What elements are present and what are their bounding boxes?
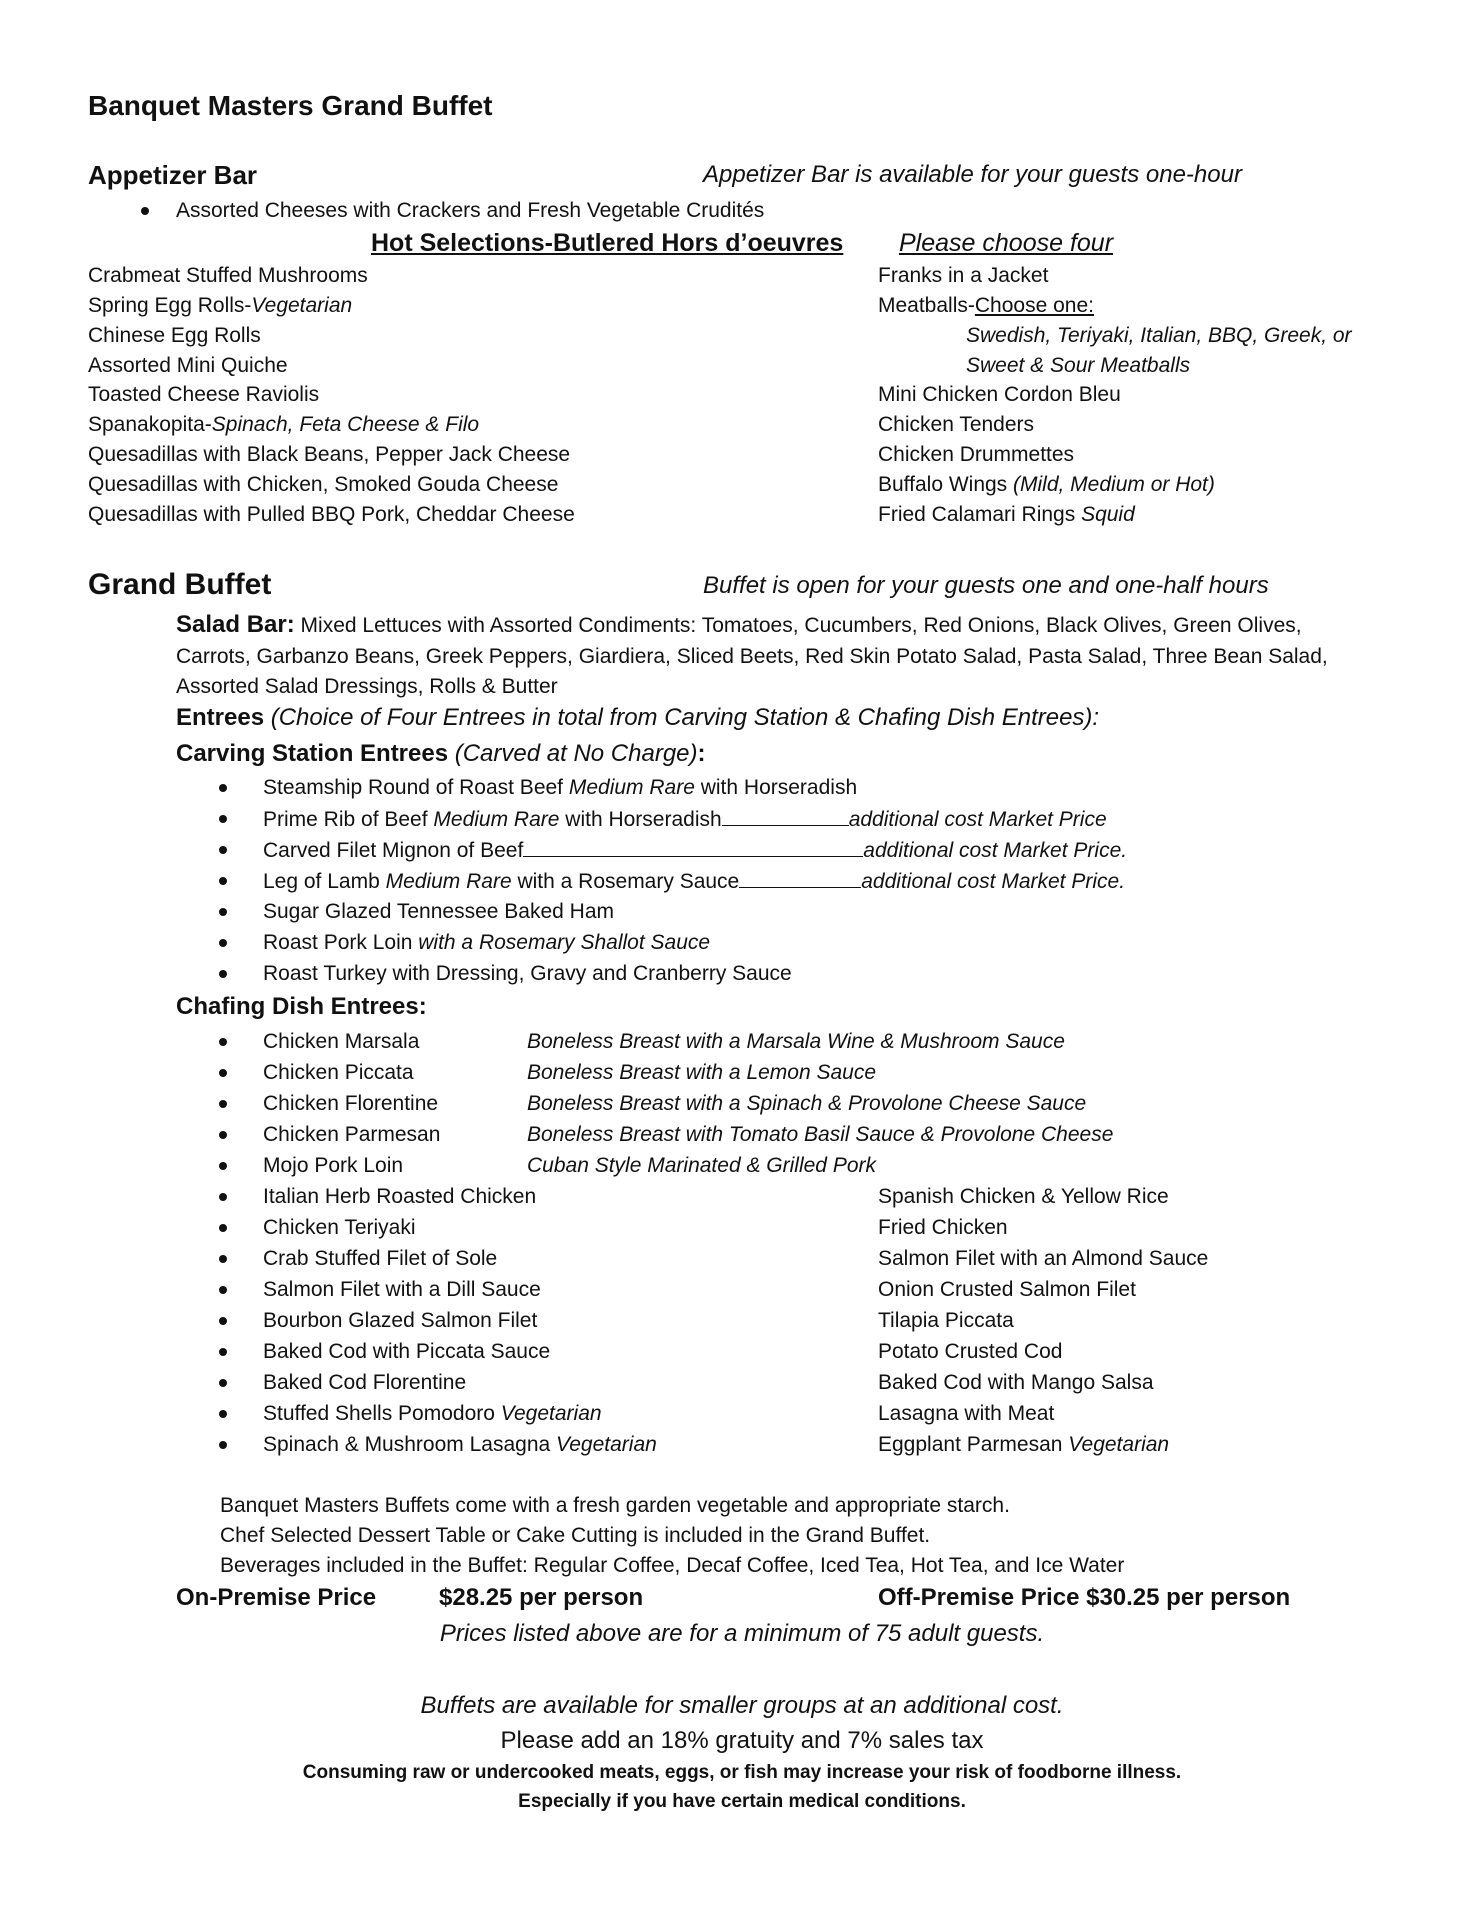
hot-selections-choose: Please choose four — [899, 229, 1114, 257]
chafing-item: Potato Crusted Cod — [878, 1340, 1063, 1363]
chafing-item: Chicken Parmesan — [263, 1123, 441, 1146]
bullet-icon — [219, 1069, 227, 1077]
bullet-icon — [219, 1317, 227, 1325]
appetizer-heading: Appetizer Bar — [88, 160, 258, 190]
bullet-icon — [219, 1255, 227, 1263]
bullet-icon — [219, 908, 227, 916]
bullet-icon — [219, 1131, 227, 1139]
carving-item: Carved Filet Mignon of Beef additional cost Market Price. — [263, 839, 1128, 862]
appetizer-item: Mini Chicken Cordon Bleu — [878, 383, 1121, 406]
bullet-icon — [219, 846, 227, 854]
chafing-item: Baked Cod Florentine — [263, 1371, 467, 1394]
buffet-note: Beverages included in the Buffet: Regular Coffee, Decaf Coffee, Iced Tea, Hot Tea, and Ice Water — [220, 1554, 1125, 1577]
chafing-item: Spanish Chicken & Yellow Rice — [878, 1185, 1169, 1208]
appetizer-item: Assorted Mini Quiche — [88, 354, 288, 377]
chafing-item: Italian Herb Roasted Chicken — [263, 1185, 537, 1208]
appetizer-item: Franks in a Jacket — [878, 264, 1049, 287]
bullet-icon — [219, 815, 227, 823]
salad-bar-line: Carrots, Garbanzo Beans, Greek Peppers, Giardiera, Sliced Beets, Red Skin Potato Salad, Pasta Salad, Three Bean Salad, — [176, 645, 1328, 668]
chafing-item: Bourbon Glazed Salmon Filet — [263, 1309, 538, 1332]
chafing-item: Tilapia Piccata — [878, 1309, 1014, 1332]
health-warning: Consuming raw or undercooked meats, eggs, or fish may increase your risk of foodborne illness. — [302, 1762, 1182, 1783]
chafing-item: Crab Stuffed Filet of Sole — [263, 1247, 498, 1270]
chafing-item: Onion Crusted Salmon Filet — [878, 1278, 1136, 1301]
on-premise-price: $28.25 per person — [439, 1584, 644, 1611]
chafing-item: Eggplant Parmesan Vegetarian — [878, 1433, 1170, 1456]
chafing-item: Chicken Florentine — [263, 1092, 439, 1115]
chafing-item: Spinach & Mushroom Lasagna Vegetarian — [263, 1433, 657, 1456]
bullet-icon — [219, 1441, 227, 1449]
bullet-icon — [219, 1162, 227, 1170]
carving-item: Leg of Lamb Medium Rare with a Rosemary Sauce additional cost Market Price. — [263, 870, 1126, 893]
appetizer-item: Chicken Tenders — [878, 413, 1035, 436]
appetizer-item: Quesadillas with Chicken, Smoked Gouda Cheese — [88, 473, 559, 496]
chafing-heading: Chafing Dish Entrees: — [176, 993, 427, 1020]
chafing-item: Lasagna with Meat — [878, 1402, 1055, 1425]
chafing-item: Mojo Pork Loin — [263, 1154, 404, 1177]
page-title: Banquet Masters Grand Buffet — [88, 90, 493, 121]
salad-bar-line: Salad Bar: Mixed Lettuces with Assorted Condiments: Tomatoes, Cucumbers, Red Onions, Black Olives, Green Olives, — [176, 611, 1302, 638]
chafing-item: Chicken Piccata — [263, 1061, 414, 1084]
entrees-heading: Entrees (Choice of Four Entrees in total from Carving Station & Chafing Dish Entrees): — [176, 704, 1100, 731]
carving-item: Steamship Round of Roast Beef Medium Rare with Horseradish — [263, 776, 858, 799]
bullet-icon — [219, 939, 227, 947]
appetizer-note: Appetizer Bar is available for your guests one-hour — [703, 161, 1242, 188]
chafing-item-desc: Boneless Breast with a Marsala Wine & Mushroom Sauce — [527, 1030, 1065, 1053]
appetizer-item: Chicken Drummettes — [878, 443, 1075, 466]
chafing-item: Baked Cod with Mango Salsa — [878, 1371, 1154, 1394]
minimum-guests-note: Prices listed above are for a minimum of 75 adult guests. — [439, 1620, 1045, 1647]
chafing-item-desc: Boneless Breast with a Lemon Sauce — [527, 1061, 877, 1084]
bullet-icon — [219, 1410, 227, 1418]
carving-item: Sugar Glazed Tennessee Baked Ham — [263, 900, 614, 923]
gratuity-note: Please add an 18% gratuity and 7% sales tax — [500, 1727, 984, 1754]
bullet-icon — [219, 1286, 227, 1294]
bullet-icon — [219, 1038, 227, 1046]
bullet-icon — [219, 784, 227, 792]
chafing-item: Stuffed Shells Pomodoro Vegetarian — [263, 1402, 602, 1425]
appetizer-item: Crabmeat Stuffed Mushrooms — [88, 264, 368, 287]
on-premise-label: On-Premise Price — [176, 1584, 377, 1611]
meatball-options: Swedish, Teriyaki, Italian, BBQ, Greek, or — [966, 324, 1352, 347]
grand-buffet-note: Buffet is open for your guests one and one-half hours — [703, 572, 1269, 599]
chafing-item: Chicken Marsala — [263, 1030, 420, 1053]
chafing-item-desc: Boneless Breast with a Spinach & Provolone Cheese Sauce — [527, 1092, 1087, 1115]
appetizer-item: Fried Calamari Rings Squid — [878, 503, 1135, 526]
bullet-icon — [219, 1379, 227, 1387]
hot-selections-heading: Hot Selections-Butlered Hors d’oeuvres — [371, 229, 844, 257]
appetizer-item: Spanakopita-Spinach, Feta Cheese & Filo — [88, 413, 480, 436]
carving-item: Roast Turkey with Dressing, Gravy and Cranberry Sauce — [263, 962, 792, 985]
bullet-icon — [219, 1100, 227, 1108]
bullet-icon — [219, 970, 227, 978]
chafing-item-desc: Cuban Style Marinated & Grilled Pork — [527, 1154, 876, 1177]
appetizer-item: Spring Egg Rolls-Vegetarian — [88, 294, 353, 317]
bullet-icon — [219, 877, 227, 885]
meatball-options: Sweet & Sour Meatballs — [966, 354, 1191, 377]
appetizer-item: Buffalo Wings (Mild, Medium or Hot) — [878, 473, 1215, 496]
smaller-groups-note: Buffets are available for smaller groups at an additional cost. — [420, 1692, 1064, 1719]
chafing-item-desc: Boneless Breast with Tomato Basil Sauce & Provolone Cheese — [527, 1123, 1114, 1146]
appetizer-item: Quesadillas with Pulled BBQ Pork, Cheddar Cheese — [88, 503, 575, 526]
carving-item: Prime Rib of Beef Medium Rare with Horseradish additional cost Market Price — [263, 808, 1107, 831]
appetizer-item: Quesadillas with Black Beans, Pepper Jack Cheese — [88, 443, 571, 466]
chafing-item: Salmon Filet with an Almond Sauce — [878, 1247, 1209, 1270]
appetizer-item: Toasted Cheese Raviolis — [88, 383, 320, 406]
chafing-item: Baked Cod with Piccata Sauce — [263, 1340, 551, 1363]
bullet-icon — [219, 1193, 227, 1201]
bullet-icon — [141, 207, 149, 215]
grand-buffet-heading: Grand Buffet — [88, 568, 272, 601]
health-warning: Especially if you have certain medical conditions. — [518, 1791, 966, 1812]
buffet-note: Chef Selected Dessert Table or Cake Cutting is included in the Grand Buffet. — [220, 1524, 931, 1547]
bullet-icon — [219, 1224, 227, 1232]
appetizer-item: Chinese Egg Rolls — [88, 324, 261, 347]
buffet-note: Banquet Masters Buffets come with a fresh garden vegetable and appropriate starch. — [220, 1494, 1010, 1517]
chafing-item: Fried Chicken — [878, 1216, 1008, 1239]
chafing-item: Chicken Teriyaki — [263, 1216, 416, 1239]
salad-bar-line: Assorted Salad Dressings, Rolls & Butter — [176, 675, 558, 698]
off-premise-price: Off-Premise Price $30.25 per person — [878, 1584, 1291, 1611]
chafing-item: Salmon Filet with a Dill Sauce — [263, 1278, 541, 1301]
carving-heading: Carving Station Entrees (Carved at No Charge): — [176, 740, 706, 767]
bullet-icon — [219, 1348, 227, 1356]
appetizer-item: Meatballs-Choose one: — [878, 294, 1094, 317]
appetizer-cheese-item: Assorted Cheeses with Crackers and Fresh Vegetable Crudités — [176, 199, 765, 222]
carving-item: Roast Pork Loin with a Rosemary Shallot Sauce — [263, 931, 711, 954]
